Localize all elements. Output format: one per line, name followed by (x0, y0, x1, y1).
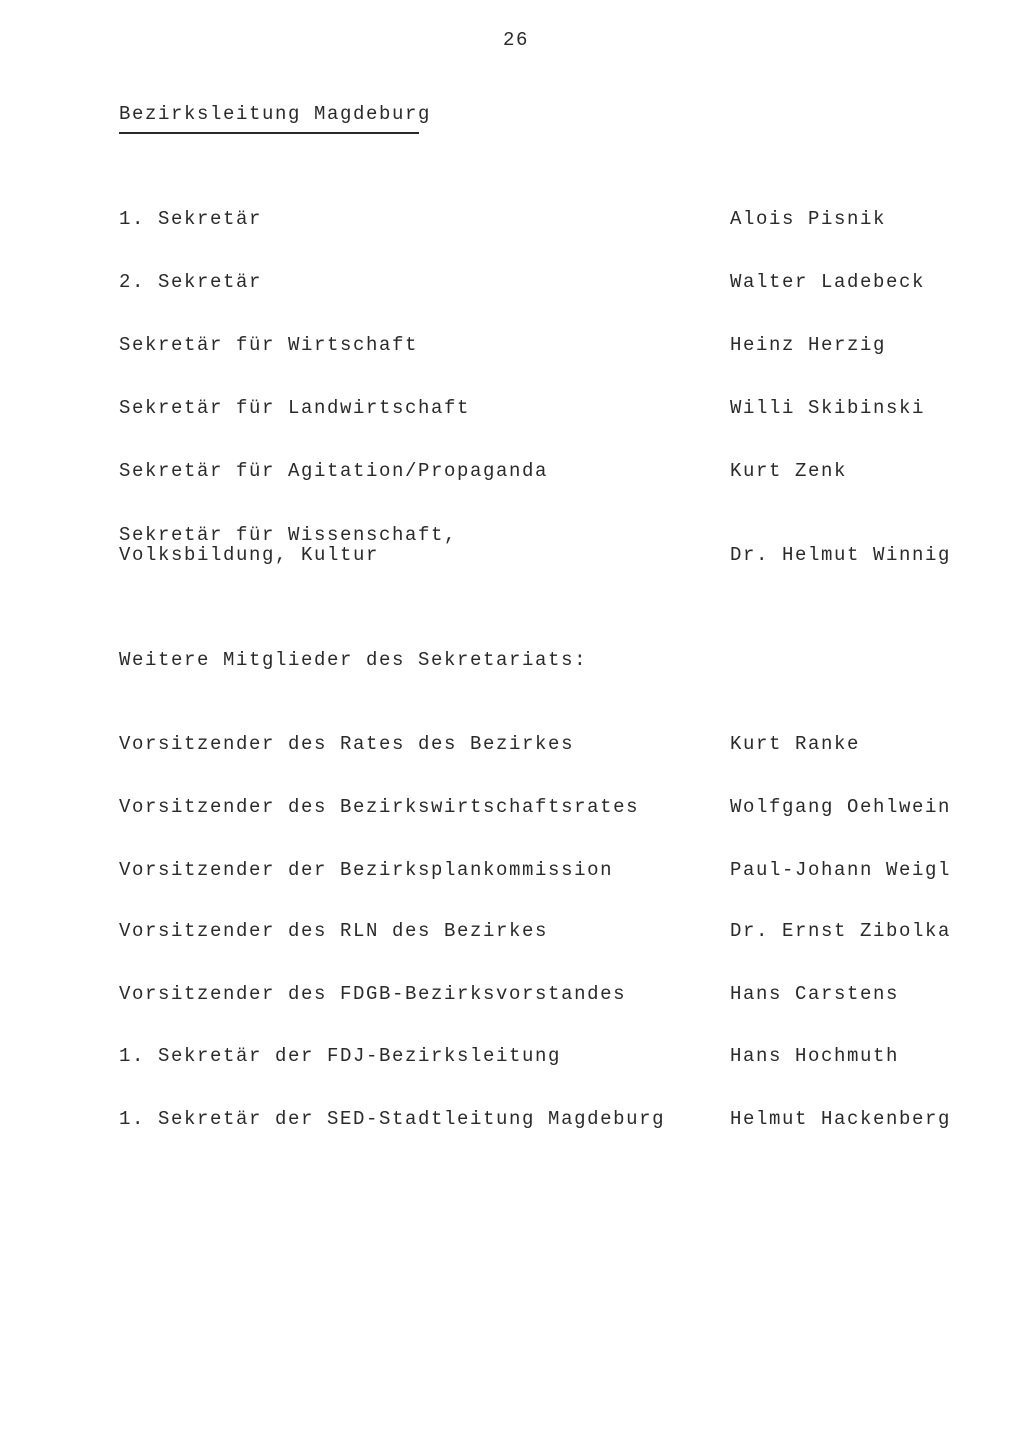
member-role: 1. Sekretär der SED-Stadtleitung Magdeburg (119, 1108, 666, 1130)
member-name: Kurt Ranke (730, 733, 861, 755)
secretary-name: Dr. Helmut Winnig (730, 544, 952, 566)
member-name: Helmut Hackenberg (730, 1108, 952, 1130)
secretary-name: Willi Skibinski (730, 397, 926, 419)
secretary-name: Heinz Herzig (730, 334, 887, 356)
member-name: Paul-Johann Weigl (730, 859, 952, 881)
member-role: Vorsitzender des RLN des Bezirkes (119, 920, 549, 942)
secretary-role: 1. Sekretär (119, 208, 263, 230)
secretary-role-line2: Volksbildung, Kultur (119, 544, 380, 566)
member-name: Dr. Ernst Zibolka (730, 920, 952, 942)
page-number: 26 (503, 29, 530, 51)
secretary-name: Kurt Zenk (730, 460, 848, 482)
section-heading: Weitere Mitglieder des Sekretariats: (119, 649, 588, 671)
secretary-role-line1: Sekretär für Wissenschaft, (119, 524, 458, 546)
secretary-role: Sekretär für Agitation/Propaganda (119, 460, 549, 482)
secretary-role: Sekretär für Wirtschaft (119, 334, 419, 356)
member-role: Vorsitzender des Bezirkswirtschaftsrates (119, 796, 640, 818)
title-underline (119, 132, 419, 134)
member-role: 1. Sekretär der FDJ-Bezirksleitung (119, 1045, 562, 1067)
member-name: Hans Hochmuth (730, 1045, 900, 1067)
secretary-name: Alois Pisnik (730, 208, 887, 230)
member-role: Vorsitzender des Rates des Bezirkes (119, 733, 575, 755)
secretary-name: Walter Ladebeck (730, 271, 926, 293)
member-role: Vorsitzender der Bezirksplankommission (119, 859, 614, 881)
member-name: Wolfgang Oehlwein (730, 796, 952, 818)
page-title: Bezirksleitung Magdeburg (119, 103, 432, 125)
member-name: Hans Carstens (730, 983, 900, 1005)
secretary-role: 2. Sekretär (119, 271, 263, 293)
secretary-role: Sekretär für Landwirtschaft (119, 397, 471, 419)
member-role: Vorsitzender des FDGB-Bezirksvorstandes (119, 983, 627, 1005)
